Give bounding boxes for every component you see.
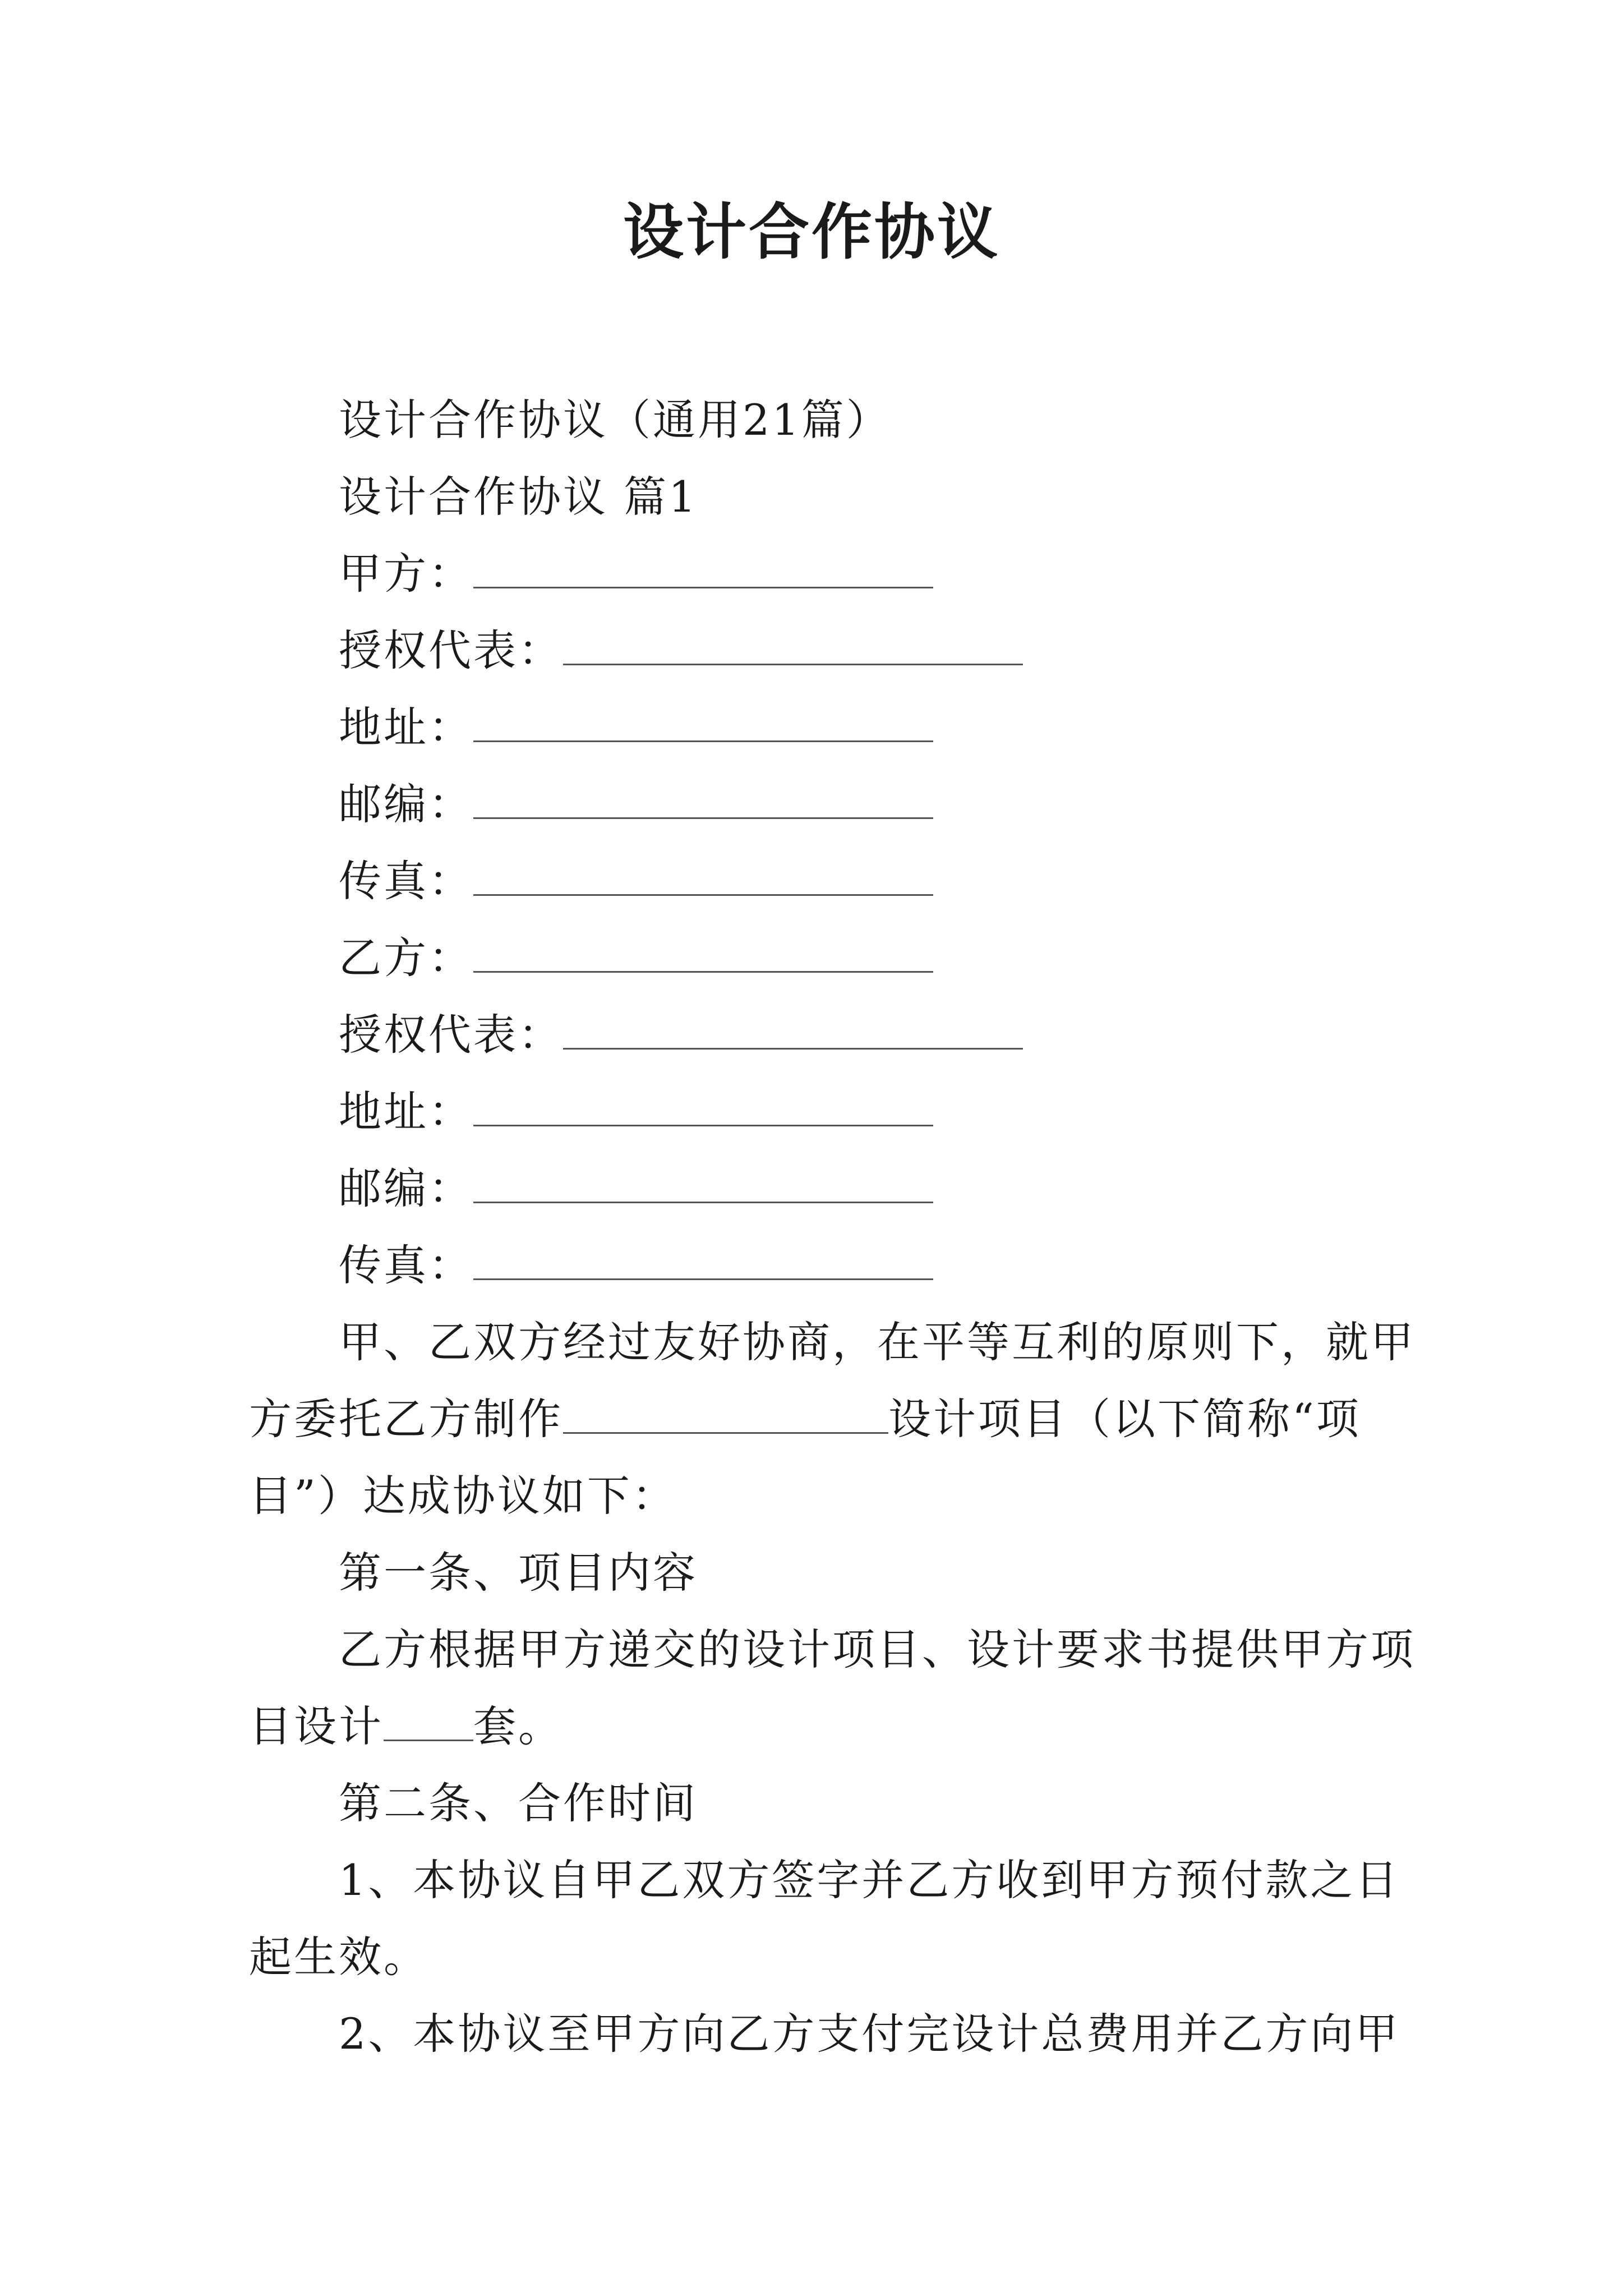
article-1-line-2-suffix: 套。 [473, 1701, 563, 1751]
party-a-rep-blank [563, 628, 1023, 665]
party-a-fax-row [249, 843, 1387, 919]
party-b-blank [473, 935, 933, 973]
article-1-line-2 [249, 1688, 1387, 1765]
article-1-heading: 第一条、项目内容 [339, 1548, 698, 1598]
article-2-item-1-line-2: 起生效。 [249, 1932, 428, 1982]
intro-line-2-prefix: 方委托乙方制作 [249, 1394, 563, 1444]
intro-line-3: 目”）达成协议如下： [249, 1471, 677, 1521]
party-b-postcode-blank [473, 1166, 933, 1203]
party-b-rep-row [249, 996, 1387, 1073]
party-a-blank [473, 551, 933, 588]
party-a-fax-blank [473, 858, 933, 896]
document-body [249, 381, 1415, 2072]
party-b-fax-blank [473, 1243, 933, 1280]
party-a-postcode-row [249, 766, 1387, 843]
project-name-blank [563, 1396, 888, 1434]
intro-line-2-suffix: 设计项目（以下简称“项 [888, 1394, 1361, 1444]
party-a-label: 甲方： [339, 549, 473, 599]
party-b-label: 乙方： [339, 933, 473, 983]
document-title: 设计合作协议 [623, 197, 1000, 268]
intro-line-2 [249, 1381, 1387, 1457]
party-a-address-label: 地址： [339, 702, 473, 752]
article-1-line-1: 乙方根据甲方递交的设计项目、设计要求书提供甲方项 [339, 1625, 1415, 1674]
party-b-address-blank [473, 1089, 933, 1126]
party-b-rep-blank [563, 1012, 1023, 1050]
party-b-fax-label: 传真： [339, 1240, 473, 1290]
party-a-rep-row [249, 612, 1387, 689]
party-b-postcode-label: 邮编： [339, 1163, 473, 1213]
intro-line-1: 甲、乙双方经过友好协商，在平等互利的原则下，就甲 [339, 1317, 1415, 1367]
party-a-address-row [249, 689, 1387, 766]
document-subtitle: 设计合作协议（通用21篇） [339, 395, 891, 445]
party-b-postcode-row [249, 1150, 1387, 1227]
party-a-postcode-blank [473, 781, 933, 819]
section-heading: 设计合作协议 篇1 [339, 472, 698, 522]
party-b-address-row [249, 1073, 1387, 1150]
party-a-fax-label: 传真： [339, 856, 473, 906]
party-a-rep-label: 授权代表： [339, 625, 563, 675]
article-2-item-2-line-1: 2、本协议至甲方向乙方支付完设计总费用并乙方向甲 [339, 2009, 1400, 2059]
article-2-item-1-line-1: 1、本协议自甲乙双方签字并乙方收到甲方预付款之日 [339, 1855, 1400, 1905]
party-b-address-label: 地址： [339, 1087, 473, 1137]
party-b-row [249, 919, 1387, 996]
party-a-postcode-label: 邮编： [339, 779, 473, 829]
party-a-address-blank [473, 705, 933, 742]
party-a-row [249, 535, 1387, 612]
party-b-rep-label: 授权代表： [339, 1010, 563, 1060]
party-b-fax-row [249, 1227, 1387, 1304]
design-count-blank [384, 1704, 473, 1741]
article-1-line-2-prefix: 目设计 [249, 1701, 384, 1751]
article-2-heading: 第二条、合作时间 [339, 1778, 698, 1828]
